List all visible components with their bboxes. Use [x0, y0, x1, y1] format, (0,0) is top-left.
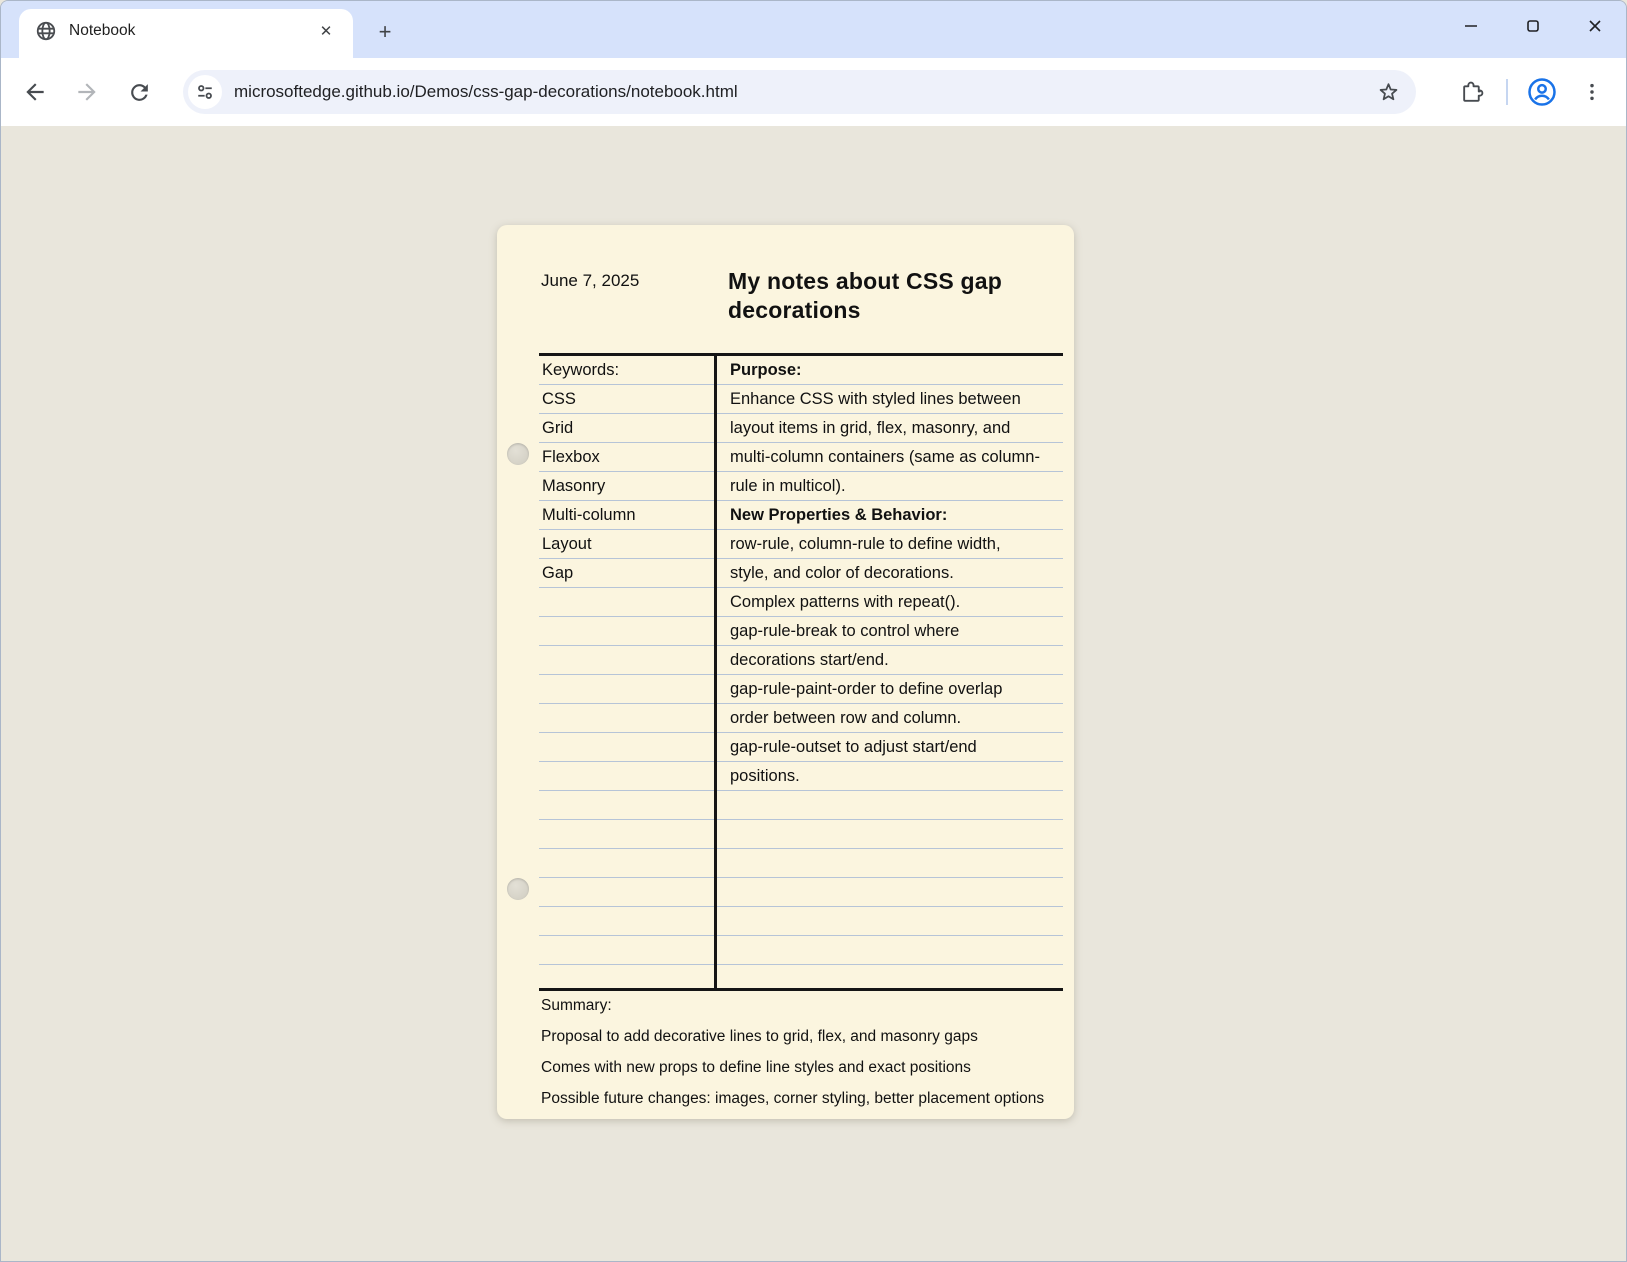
note-row [539, 733, 714, 762]
summary-line: Proposal to add decorative lines to grid, flex, and masonry gaps [541, 1028, 978, 1045]
note-row: Keywords: [539, 356, 714, 385]
note-row: style, and color of decorations. [717, 559, 1063, 588]
keywords-column [539, 356, 714, 988]
bookmark-star-icon[interactable] [1368, 72, 1408, 112]
note-row: Masonry [539, 472, 714, 501]
toolbar-separator [1506, 79, 1508, 105]
note-row: gap-rule-outset to adjust start/end [717, 733, 1063, 762]
tab-close-icon[interactable]: ✕ [319, 22, 333, 40]
hole-punch [507, 878, 529, 900]
note-row [539, 617, 714, 646]
note-row [539, 675, 714, 704]
note-row [717, 936, 1063, 965]
note-row [539, 878, 714, 907]
summary-line: Comes with new props to define line styles and exact positions [541, 1059, 971, 1076]
note-row [717, 791, 1063, 820]
note-row [539, 820, 714, 849]
note-row: order between row and column. [717, 704, 1063, 733]
extensions-icon[interactable] [1452, 72, 1492, 112]
note-row: positions. [717, 762, 1063, 791]
hole-punch [507, 443, 529, 465]
note-row: Flexbox [539, 443, 714, 472]
note-row: Layout [539, 530, 714, 559]
note-row [539, 965, 714, 994]
note-row [717, 849, 1063, 878]
note-row [717, 965, 1063, 994]
note-row [539, 588, 714, 617]
note-table [539, 353, 1063, 991]
forward-button[interactable] [67, 72, 107, 112]
site-settings-icon[interactable] [188, 75, 222, 109]
note-summary [541, 997, 1060, 1121]
tab-strip [1, 1, 1626, 58]
kebab-menu-icon[interactable] [1572, 72, 1612, 112]
note-row [539, 704, 714, 733]
summary-lines [541, 1028, 1060, 1108]
summary-line: Possible future changes: images, corner styling, better placement options [541, 1090, 1045, 1107]
note-date: June 7, 2025 [541, 271, 640, 290]
note-row [717, 878, 1063, 907]
url-text[interactable]: microsoftedge.github.io/Demos/css-gap-decorations/notebook.html [234, 82, 738, 101]
notebook-card [497, 225, 1074, 1119]
note-row: layout items in grid, flex, masonry, and [717, 414, 1063, 443]
close-window-button[interactable] [1564, 1, 1626, 51]
summary-label: Summary: [541, 997, 612, 1014]
new-tab-button[interactable]: + [378, 19, 392, 44]
page-viewport [1, 126, 1626, 1261]
note-row [539, 762, 714, 791]
note-title: My notes about CSS gap decorations [728, 268, 1003, 323]
note-row [717, 907, 1063, 936]
minimize-button[interactable] [1440, 1, 1502, 51]
note-row: New Properties & Behavior: [717, 501, 1063, 530]
note-row: Purpose: [717, 356, 1063, 385]
note-row: decorations start/end. [717, 646, 1063, 675]
note-row: Complex patterns with repeat(). [717, 588, 1063, 617]
browser-toolbar [1, 58, 1626, 126]
back-button[interactable] [15, 72, 55, 112]
toolbar-right-cluster [1452, 58, 1626, 126]
note-row: Enhance CSS with styled lines between [717, 385, 1063, 414]
address-bar[interactable] [183, 70, 1416, 114]
note-row [539, 791, 714, 820]
note-row: Multi-column [539, 501, 714, 530]
notes-column [714, 356, 1063, 988]
note-row [539, 907, 714, 936]
tab-title: Notebook [69, 21, 136, 39]
note-row: gap-rule-break to control where [717, 617, 1063, 646]
tab-notebook[interactable] [19, 9, 353, 58]
note-row [539, 849, 714, 878]
note-row: Grid [539, 414, 714, 443]
profile-avatar-icon[interactable] [1522, 72, 1562, 112]
reload-button[interactable] [119, 72, 159, 112]
note-row: rule in multicol). [717, 472, 1063, 501]
note-row [717, 820, 1063, 849]
note-row: gap-rule-paint-order to define overlap [717, 675, 1063, 704]
note-row [539, 646, 714, 675]
globe-favicon-icon [35, 20, 57, 42]
note-row: CSS [539, 385, 714, 414]
note-row: row-rule, column-rule to define width, [717, 530, 1063, 559]
maximize-button[interactable] [1502, 1, 1564, 51]
window-controls [1440, 1, 1626, 51]
note-row: multi-column containers (same as column- [717, 443, 1063, 472]
note-row: Gap [539, 559, 714, 588]
note-row [539, 936, 714, 965]
